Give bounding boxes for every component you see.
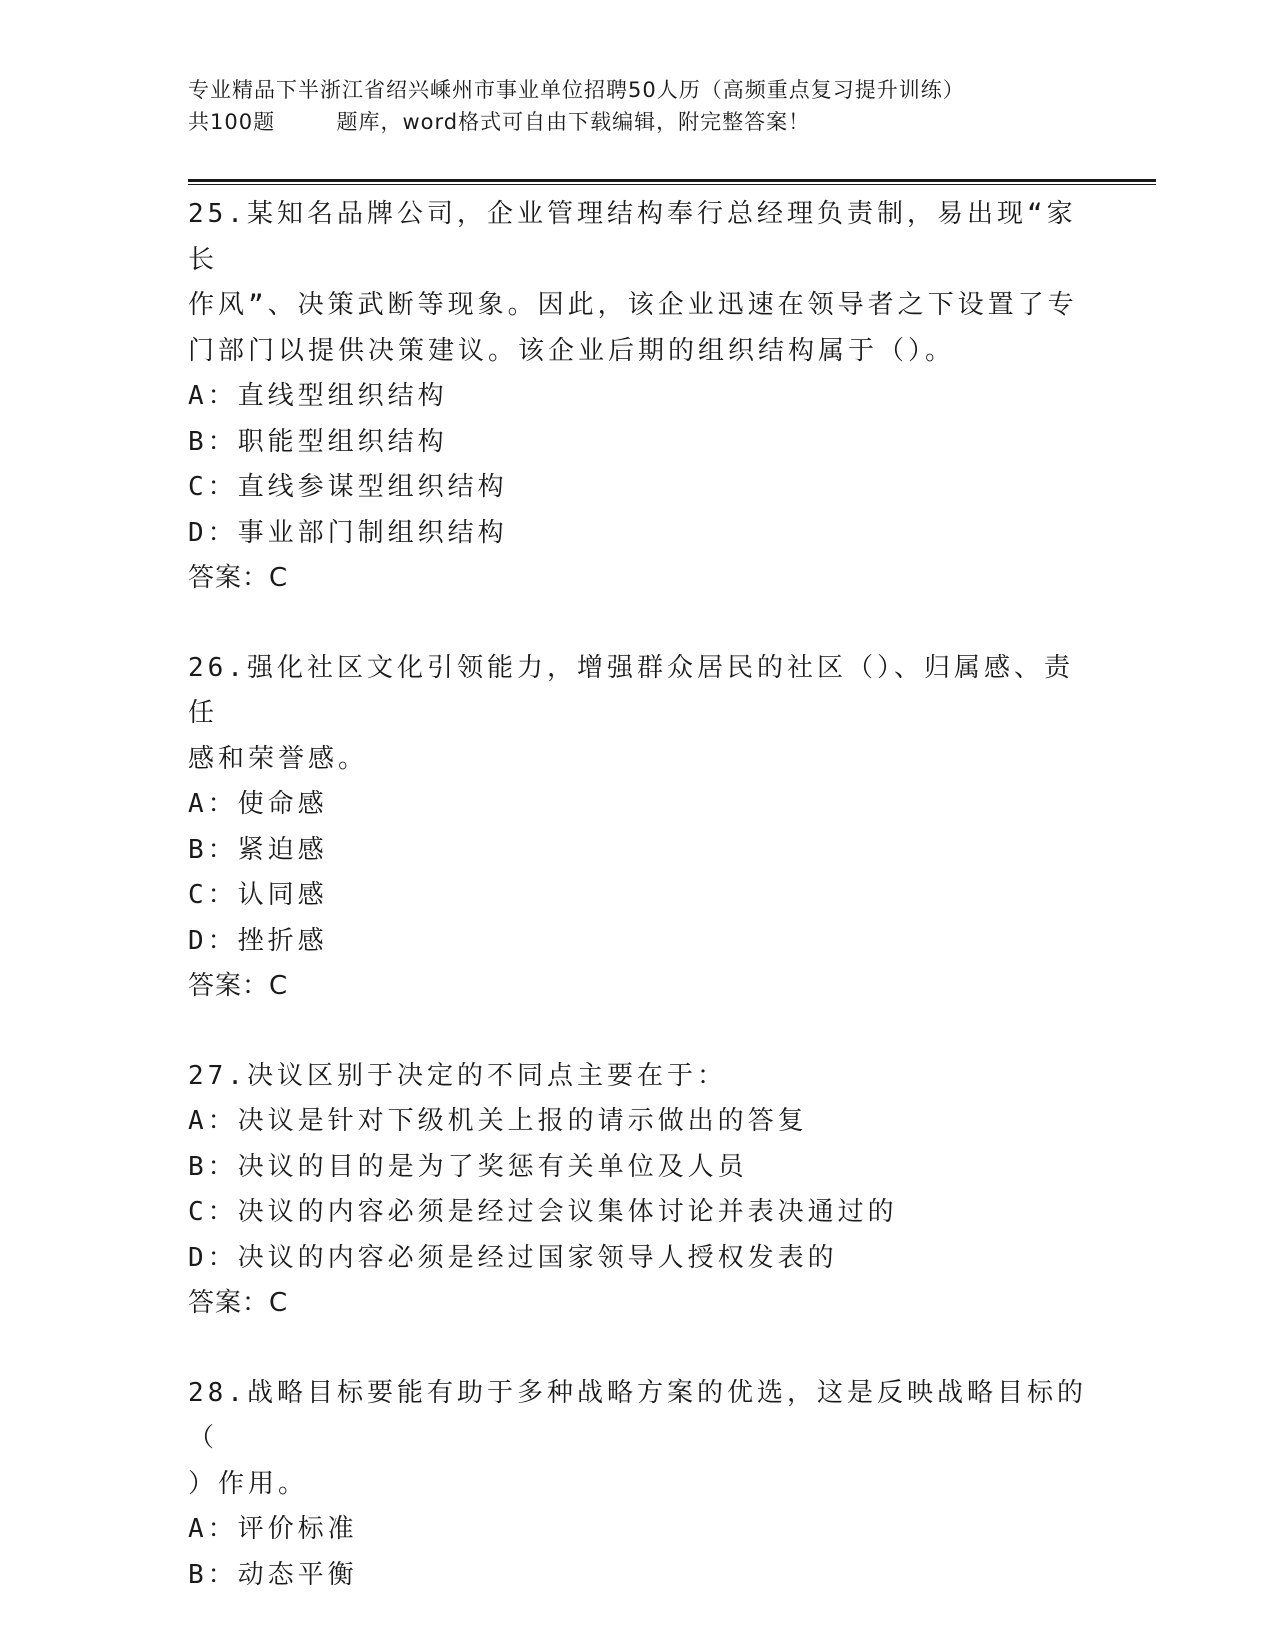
option-b: B：紧迫感 xyxy=(188,834,328,865)
option-d: D：事业部门制组织结构 xyxy=(188,517,508,548)
header-divider-thin xyxy=(188,184,1156,185)
option-d: D：挫折感 xyxy=(188,925,328,956)
question-stem-line: 25.某知名品牌公司，企业管理结构奉行总经理负责制，易出现“家长 xyxy=(188,199,1077,275)
question-27 xyxy=(188,1054,1088,1327)
question-list xyxy=(188,192,1088,1642)
question-stem-line: 28.战略目标要能有助于多种战略方案的优选，这是反映战略目标的（ xyxy=(188,1377,1087,1453)
answer-line: 答案：C xyxy=(188,1288,289,1318)
question-stem-line: ）作用。 xyxy=(188,1468,309,1499)
option-b: B：决议的目的是为了奖惩有关单位及人员 xyxy=(188,1151,748,1182)
question-stem-line: 27.决议区别于决定的不同点主要在于： xyxy=(188,1060,727,1091)
header-title-line-2: 共100题 题库，word格式可自由下载编辑，附完整答案！ xyxy=(188,110,811,134)
option-d: D：决议的内容必须是经过国家领导人授权发表的 xyxy=(188,1242,838,1273)
option-a: A：决议是针对下级机关上报的请示做出的答复 xyxy=(188,1106,808,1136)
answer-line: 答案：C xyxy=(188,563,289,593)
option-c: C：决议的内容必须是经过会议集体讨论并表决通过的 xyxy=(188,1197,898,1227)
question-28 xyxy=(188,1371,1088,1599)
header-divider-thick xyxy=(188,179,1156,182)
option-b: B：职能型组织结构 xyxy=(188,426,448,457)
header-title-line-1: 专业精品下半浙江省绍兴嵊州市事业单位招聘50人历（高频重点复习提升训练） xyxy=(188,78,965,102)
question-26 xyxy=(188,646,1088,1010)
answer-line: 答案：C xyxy=(188,971,289,1001)
question-25 xyxy=(188,192,1088,602)
option-a: A：直线型组织结构 xyxy=(188,381,448,411)
question-stem-line: 感和荣誉感。 xyxy=(188,743,369,774)
option-c: C：认同感 xyxy=(188,880,328,910)
document-header xyxy=(188,74,1088,138)
option-a: A：评价标准 xyxy=(188,1514,358,1544)
question-stem-line: 26.强化社区文化引领能力，增强群众居民的社区（）、归属感、责任 xyxy=(188,652,1074,728)
option-b: B：动态平衡 xyxy=(188,1559,358,1590)
option-a: A：使命感 xyxy=(188,789,328,819)
question-stem-line: 门部门以提供决策建议。该企业后期的组织结构属于（）。 xyxy=(188,335,956,366)
question-stem-line: 作风”、决策武断等现象。因此，该企业迅速在领导者之下设置了专 xyxy=(188,290,1078,320)
option-c: C：直线参谋型组织结构 xyxy=(188,472,508,502)
